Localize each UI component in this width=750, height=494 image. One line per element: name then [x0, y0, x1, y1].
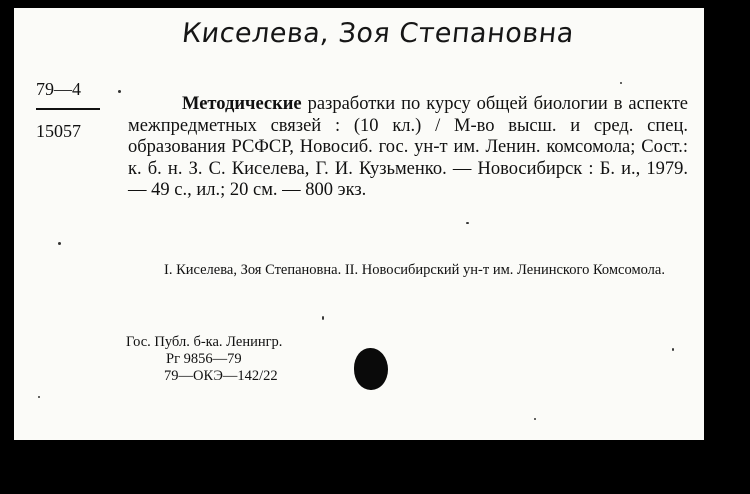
dust-speck: [534, 418, 536, 420]
imprint-order-number: Рг 9856—79: [166, 351, 242, 367]
card-punch-hole: [354, 348, 388, 390]
added-entries: I. Киселева, Зоя Степановна. II. Новосибирский ун-т им. Ленинского Комсомола.: [164, 262, 665, 278]
classification-code: 79—4: [36, 79, 81, 99]
imprint-library: Гос. Публ. б-ка. Ленингр.: [126, 334, 283, 350]
record-text: разработки по курсу общей биологии в аспекте межпредметных связей : (10 кл.) / М-во высш. и сред. спец. образования РСФСР, Новосиб. гос. ун-т им. Ленин. комсомола; Сост.: к. б. н. З. С. Киселева, Г. И. Кузьменко. — Новосибирск : Б. и., 1979. — 49 с., ил.; 20 см. — 800 экз.: [128, 94, 689, 200]
dust-speck: [322, 316, 324, 320]
shelf-divider: [36, 108, 100, 110]
dust-speck: [620, 82, 622, 84]
bibliographic-description: [128, 94, 688, 202]
dust-speck: [672, 348, 674, 351]
dust-speck: [38, 396, 40, 398]
record-title: Методические: [182, 94, 302, 114]
dust-speck: [58, 242, 61, 245]
handwritten-author-heading: Киселева, Зоя Степановна: [180, 18, 576, 49]
shelf-mark: [36, 78, 100, 142]
imprint-print-code: 79—ОКЭ—142/22: [164, 368, 278, 384]
dust-speck: [118, 90, 121, 93]
dust-speck: [466, 222, 469, 224]
card-imprint: [126, 334, 282, 385]
inventory-number: 15057: [36, 121, 81, 141]
catalog-card: [14, 8, 704, 440]
